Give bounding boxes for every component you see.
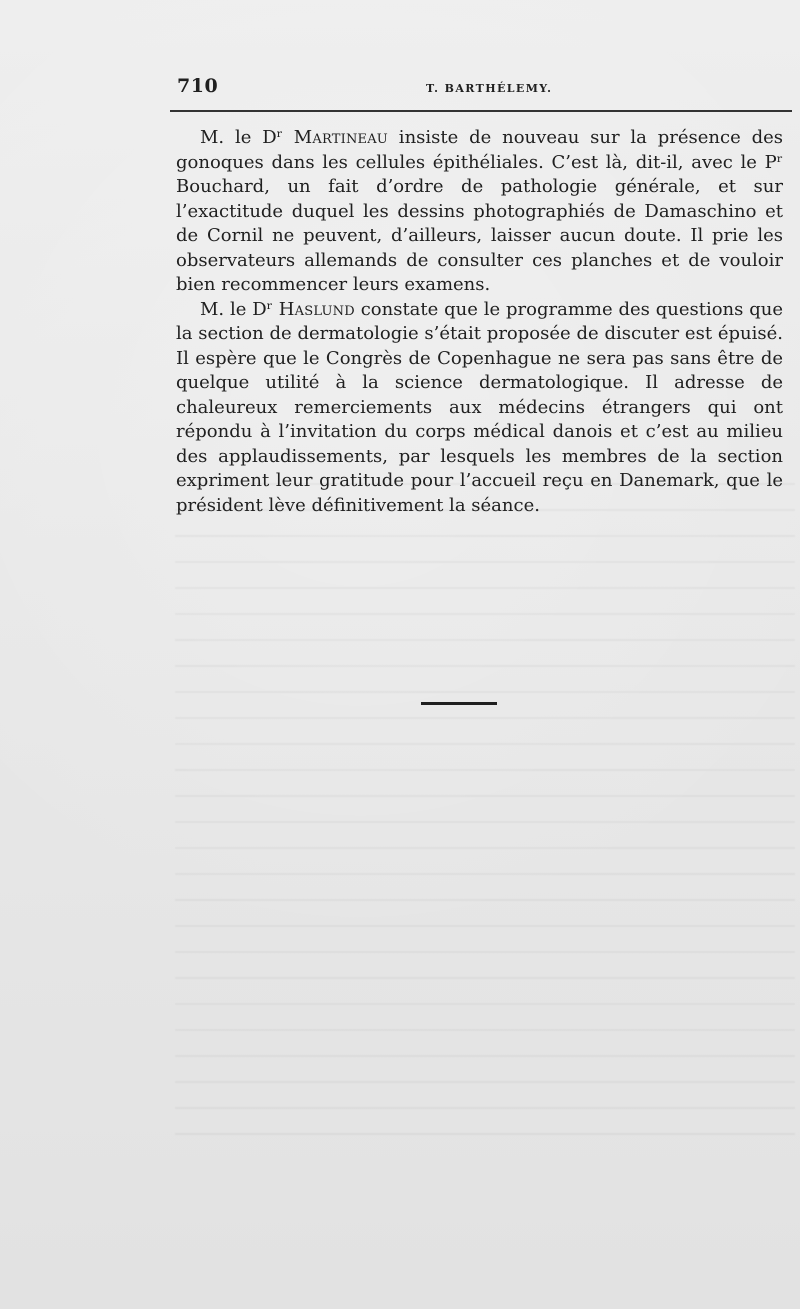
speaker-martineau: Martineau [293, 127, 388, 148]
header-rule [170, 110, 792, 112]
paragraph-martineau-text: insiste de nouveau sur la présence des gonoques dans les cellules épithéliales. C’est là, dit-il, avec le Pʳ Bouchard, un fait d’ordre de pathologie générale, et sur l’exactitude duquel les dessins photographiés de Damaschino et de Cornil ne peuvent, d’ailleurs, laisser aucun doute. Il prie les observateurs allemands de consulter ces planches et de vouloir bien recommencer leurs examens. [176, 127, 783, 295]
running-title: T. BARTHÉLEMY. [426, 82, 553, 95]
main-text [176, 126, 783, 518]
page-number: 710 [177, 75, 219, 97]
show-through-text-texture [175, 465, 795, 1155]
paragraph-martineau-intro: M. le Dʳ [200, 127, 294, 148]
paragraph-martineau [176, 126, 783, 298]
paragraph-haslund-text: constate que le programme des questions que la section de dermatologie s’était proposée de discuter est épuisé. Il espère que le Congrès de Copenhague ne sera pas sans être de quelque utilité à la science dermatologique. Il adresse de chaleureux remerciements aux médecins étrangers qui ont répondu à l’invitation du corps médical danois et c’est au milieu des applaudissements, par lesquels les membres de la section expriment leur gratitude pour l’accueil reçu en Danemark, que le président lève définitivement la séance. [176, 298, 783, 516]
section-end-rule [421, 702, 497, 705]
paragraph-haslund-intro: M. le Dʳ [200, 298, 279, 320]
speaker-haslund: Haslund [278, 298, 355, 320]
paragraph-haslund [176, 298, 783, 519]
